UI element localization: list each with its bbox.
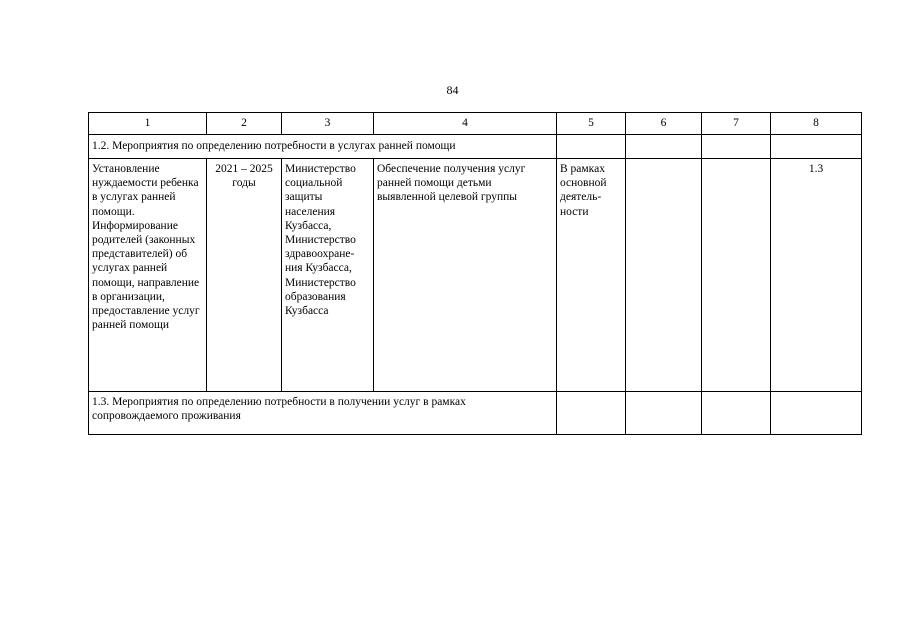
section-cell-8: [771, 135, 862, 159]
indicator-cell: 1.3: [771, 159, 862, 392]
period-cell: 2021 – 2025 годы: [207, 159, 282, 392]
header-cell-5: 5: [557, 113, 626, 135]
cell-6: [626, 159, 702, 392]
section-cell-7: [702, 135, 771, 159]
table-row: [89, 159, 862, 392]
header-cell-4: 4: [374, 113, 557, 135]
header-cell-8: 8: [771, 113, 862, 135]
cell-7: [702, 159, 771, 392]
section-cell-5: [557, 135, 626, 159]
section-row-1-2: [89, 135, 862, 159]
table-header-row: [89, 113, 862, 135]
page-number: 84: [446, 83, 459, 97]
section-cell-7: [702, 392, 771, 435]
section-row-1-3: [89, 392, 862, 435]
header-cell-7: 7: [702, 113, 771, 135]
program-table: [88, 112, 862, 435]
header-cell-1: 1: [89, 113, 207, 135]
funding-cell: В рамках основной деятель-ности: [557, 159, 626, 392]
section-cell-6: [626, 392, 702, 435]
section-cell-5: [557, 392, 626, 435]
measure-cell: Установление нуждаемости ребенка в услугах ранней помощи. Информирование родителей (законных представителей) об услугах ранней помощи, направление в организации, предоставление услуг ранней помощи: [89, 159, 207, 392]
executor-cell: Министерство социальной защиты населения Кузбасса, Министерство здравоохране-ния Кузбасса, Министерство образования Кузбасса: [282, 159, 374, 392]
section-cell-6: [626, 135, 702, 159]
section-heading: 1.3. Мероприятия по определению потребности в получении услуг в рамках сопровождаемого проживания: [89, 392, 557, 435]
result-cell: Обеспечение получения услуг ранней помощи детьми выявленной целевой группы: [374, 159, 557, 392]
header-cell-6: 6: [626, 113, 702, 135]
header-cell-2: 2: [207, 113, 282, 135]
section-heading: 1.2. Мероприятия по определению потребности в услугах ранней помощи: [89, 135, 557, 159]
header-cell-3: 3: [282, 113, 374, 135]
section-cell-8: [771, 392, 862, 435]
